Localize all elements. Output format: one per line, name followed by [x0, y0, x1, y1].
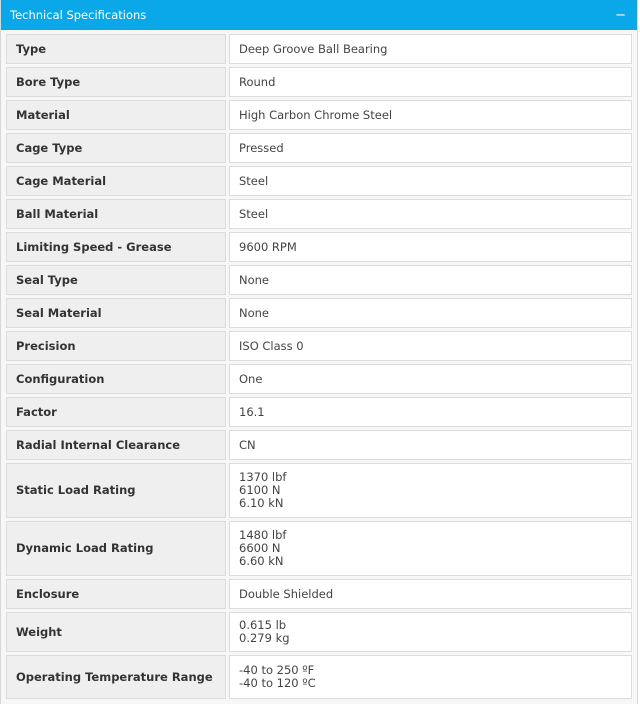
spec-value-line: High Carbon Chrome Steel — [239, 107, 393, 122]
spec-row — [6, 521, 632, 576]
spec-row — [6, 67, 632, 97]
spec-label: Material — [6, 100, 226, 130]
spec-value — [229, 100, 632, 130]
spec-value-line: 6.10 kN — [239, 496, 284, 510]
spec-value — [229, 463, 632, 518]
specifications-table — [1, 30, 637, 702]
spec-value — [229, 133, 632, 163]
spec-value — [229, 265, 632, 295]
spec-value — [229, 34, 632, 64]
spec-row — [6, 265, 632, 295]
spec-row — [6, 397, 632, 427]
spec-row — [6, 364, 632, 394]
spec-label: Seal Type — [6, 265, 226, 295]
spec-value — [229, 655, 632, 699]
spec-value-line: None — [239, 305, 270, 320]
spec-label: Ball Material — [6, 199, 226, 229]
spec-value — [229, 612, 632, 652]
spec-label: Factor — [6, 397, 226, 427]
spec-value-line: 6.60 kN — [239, 554, 284, 568]
panel-header[interactable] — [1, 0, 637, 30]
spec-value-line: One — [239, 371, 263, 386]
spec-value — [229, 199, 632, 229]
spec-value-line: Double Shielded — [239, 586, 334, 601]
spec-value-line: 0.279 kg — [239, 631, 290, 645]
spec-row — [6, 463, 632, 518]
spec-value — [229, 521, 632, 576]
spec-label: Seal Material — [6, 298, 226, 328]
spec-label: Cage Type — [6, 133, 226, 163]
panel-title: Technical Specifications — [10, 8, 147, 22]
spec-row — [6, 34, 632, 64]
spec-value-line: Steel — [239, 173, 269, 188]
spec-value — [229, 397, 632, 427]
spec-value — [229, 364, 632, 394]
spec-row — [6, 331, 632, 361]
spec-value-line: 6100 N — [239, 483, 281, 497]
spec-value-line: 16.1 — [239, 404, 265, 419]
spec-row — [6, 579, 632, 609]
spec-value-line: -40 to 120 ºC — [239, 676, 316, 690]
spec-value-line: ISO Class 0 — [239, 338, 304, 353]
spec-label: Configuration — [6, 364, 226, 394]
spec-row — [6, 430, 632, 460]
spec-value — [229, 298, 632, 328]
spec-row — [6, 612, 632, 652]
spec-row — [6, 232, 632, 262]
spec-row — [6, 100, 632, 130]
spec-label: Precision — [6, 331, 226, 361]
spec-label: Type — [6, 34, 226, 64]
spec-value — [229, 232, 632, 262]
minus-icon[interactable]: − — [615, 7, 626, 23]
spec-value-line: Deep Groove Ball Bearing — [239, 41, 388, 56]
spec-row — [6, 199, 632, 229]
spec-label: Dynamic Load Rating — [6, 521, 226, 576]
spec-value — [229, 579, 632, 609]
spec-value-line: 6600 N — [239, 541, 281, 555]
spec-label: Cage Material — [6, 166, 226, 196]
spec-label: Limiting Speed - Grease — [6, 232, 226, 262]
spec-value-line: Steel — [239, 206, 269, 221]
spec-value — [229, 430, 632, 460]
spec-value-line: None — [239, 272, 270, 287]
spec-value-line: 1480 lbf — [239, 528, 287, 542]
spec-value — [229, 166, 632, 196]
spec-label: Static Load Rating — [6, 463, 226, 518]
spec-label: Weight — [6, 612, 226, 652]
spec-value-line: -40 to 250 ºF — [239, 663, 315, 677]
spec-value-line: 0.615 lb — [239, 618, 287, 632]
spec-value-line: 9600 RPM — [239, 239, 297, 254]
spec-value-line: Round — [239, 74, 276, 89]
spec-row — [6, 133, 632, 163]
spec-label: Operating Temperature Range — [6, 655, 226, 699]
spec-label: Bore Type — [6, 67, 226, 97]
spec-row — [6, 655, 632, 699]
spec-value-line: Pressed — [239, 140, 284, 155]
spec-row — [6, 166, 632, 196]
spec-row — [6, 298, 632, 328]
spec-label: Enclosure — [6, 579, 226, 609]
spec-value-line: CN — [239, 437, 256, 452]
spec-value — [229, 331, 632, 361]
spec-label: Radial Internal Clearance — [6, 430, 226, 460]
spec-value-line: 1370 lbf — [239, 470, 287, 484]
spec-value — [229, 67, 632, 97]
